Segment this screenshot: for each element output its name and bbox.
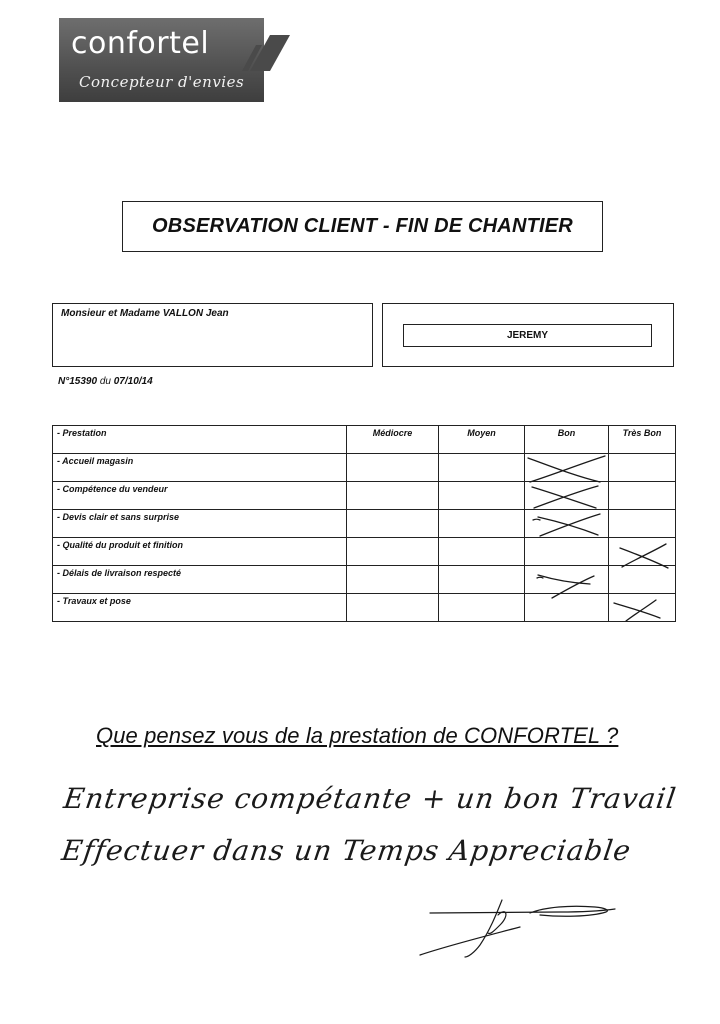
cell-bon[interactable]: [525, 594, 609, 622]
cell-bon[interactable]: [525, 510, 609, 538]
table-row: [53, 510, 676, 538]
cell-moyen[interactable]: [439, 510, 525, 538]
header-mediocre: Médiocre: [347, 426, 439, 454]
cell-mediocre[interactable]: [347, 594, 439, 622]
cell-moyen[interactable]: [439, 594, 525, 622]
cell-bon[interactable]: [525, 454, 609, 482]
header-bon: Bon: [525, 426, 609, 454]
order-line: [58, 376, 153, 387]
signature-icon: [410, 895, 620, 960]
answer-line-1: Entreprise compétante + un bon Travail: [61, 782, 679, 815]
cell-tres-bon[interactable]: [609, 594, 676, 622]
cell-bon[interactable]: [525, 538, 609, 566]
cell-mediocre[interactable]: [347, 482, 439, 510]
cell-bon[interactable]: [525, 482, 609, 510]
answer-line-2: Effectuer dans un Temps Appreciable: [59, 834, 634, 867]
representative-box: [382, 303, 674, 367]
row-label: - Devis clair et sans surprise: [53, 510, 347, 538]
cell-tres-bon[interactable]: [609, 454, 676, 482]
cell-mediocre[interactable]: [347, 566, 439, 594]
cell-moyen[interactable]: [439, 538, 525, 566]
client-box: [52, 303, 373, 367]
logo-tagline: Concepteur d'envies: [79, 73, 245, 91]
cell-moyen[interactable]: [439, 566, 525, 594]
cell-moyen[interactable]: [439, 454, 525, 482]
order-date-prefix: du: [99, 376, 111, 387]
cell-tres-bon[interactable]: [609, 566, 676, 594]
confortel-logo: [59, 18, 289, 102]
table-row: [53, 594, 676, 622]
logo-brand-text: confortel: [71, 26, 210, 61]
page-title: OBSERVATION CLIENT - FIN DE CHANTIER: [152, 215, 573, 237]
header-prestation: - Prestation: [53, 426, 347, 454]
logo-slash-icon: [242, 33, 292, 73]
row-label: - Travaux et pose: [53, 594, 347, 622]
cell-mediocre[interactable]: [347, 454, 439, 482]
order-prefix: N°: [58, 376, 70, 387]
table-row: [53, 566, 676, 594]
cell-tres-bon[interactable]: [609, 482, 676, 510]
cell-tres-bon[interactable]: [609, 510, 676, 538]
table-row: [53, 482, 676, 510]
table-row: [53, 538, 676, 566]
row-label: - Accueil magasin: [53, 454, 347, 482]
table-header-row: [53, 426, 676, 454]
title-box: [122, 201, 603, 252]
cell-moyen[interactable]: [439, 482, 525, 510]
header-tres-bon: Très Bon: [609, 426, 676, 454]
rating-table: [52, 425, 676, 622]
cell-mediocre[interactable]: [347, 510, 439, 538]
cell-mediocre[interactable]: [347, 538, 439, 566]
order-number: 15390: [69, 376, 98, 387]
representative-name: JEREMY: [403, 324, 652, 347]
feedback-question: Que pensez vous de la prestation de CONFORTEL ?: [96, 723, 619, 748]
cell-bon[interactable]: [525, 566, 609, 594]
table-row: [53, 454, 676, 482]
row-label: - Qualité du produit et finition: [53, 538, 347, 566]
cell-tres-bon[interactable]: [609, 538, 676, 566]
order-date: 07/10/14: [113, 376, 153, 387]
header-moyen: Moyen: [439, 426, 525, 454]
client-name: Monsieur et Madame VALLON Jean: [61, 308, 229, 319]
row-label: - Délais de livraison respecté: [53, 566, 347, 594]
row-label: - Compétence du vendeur: [53, 482, 347, 510]
